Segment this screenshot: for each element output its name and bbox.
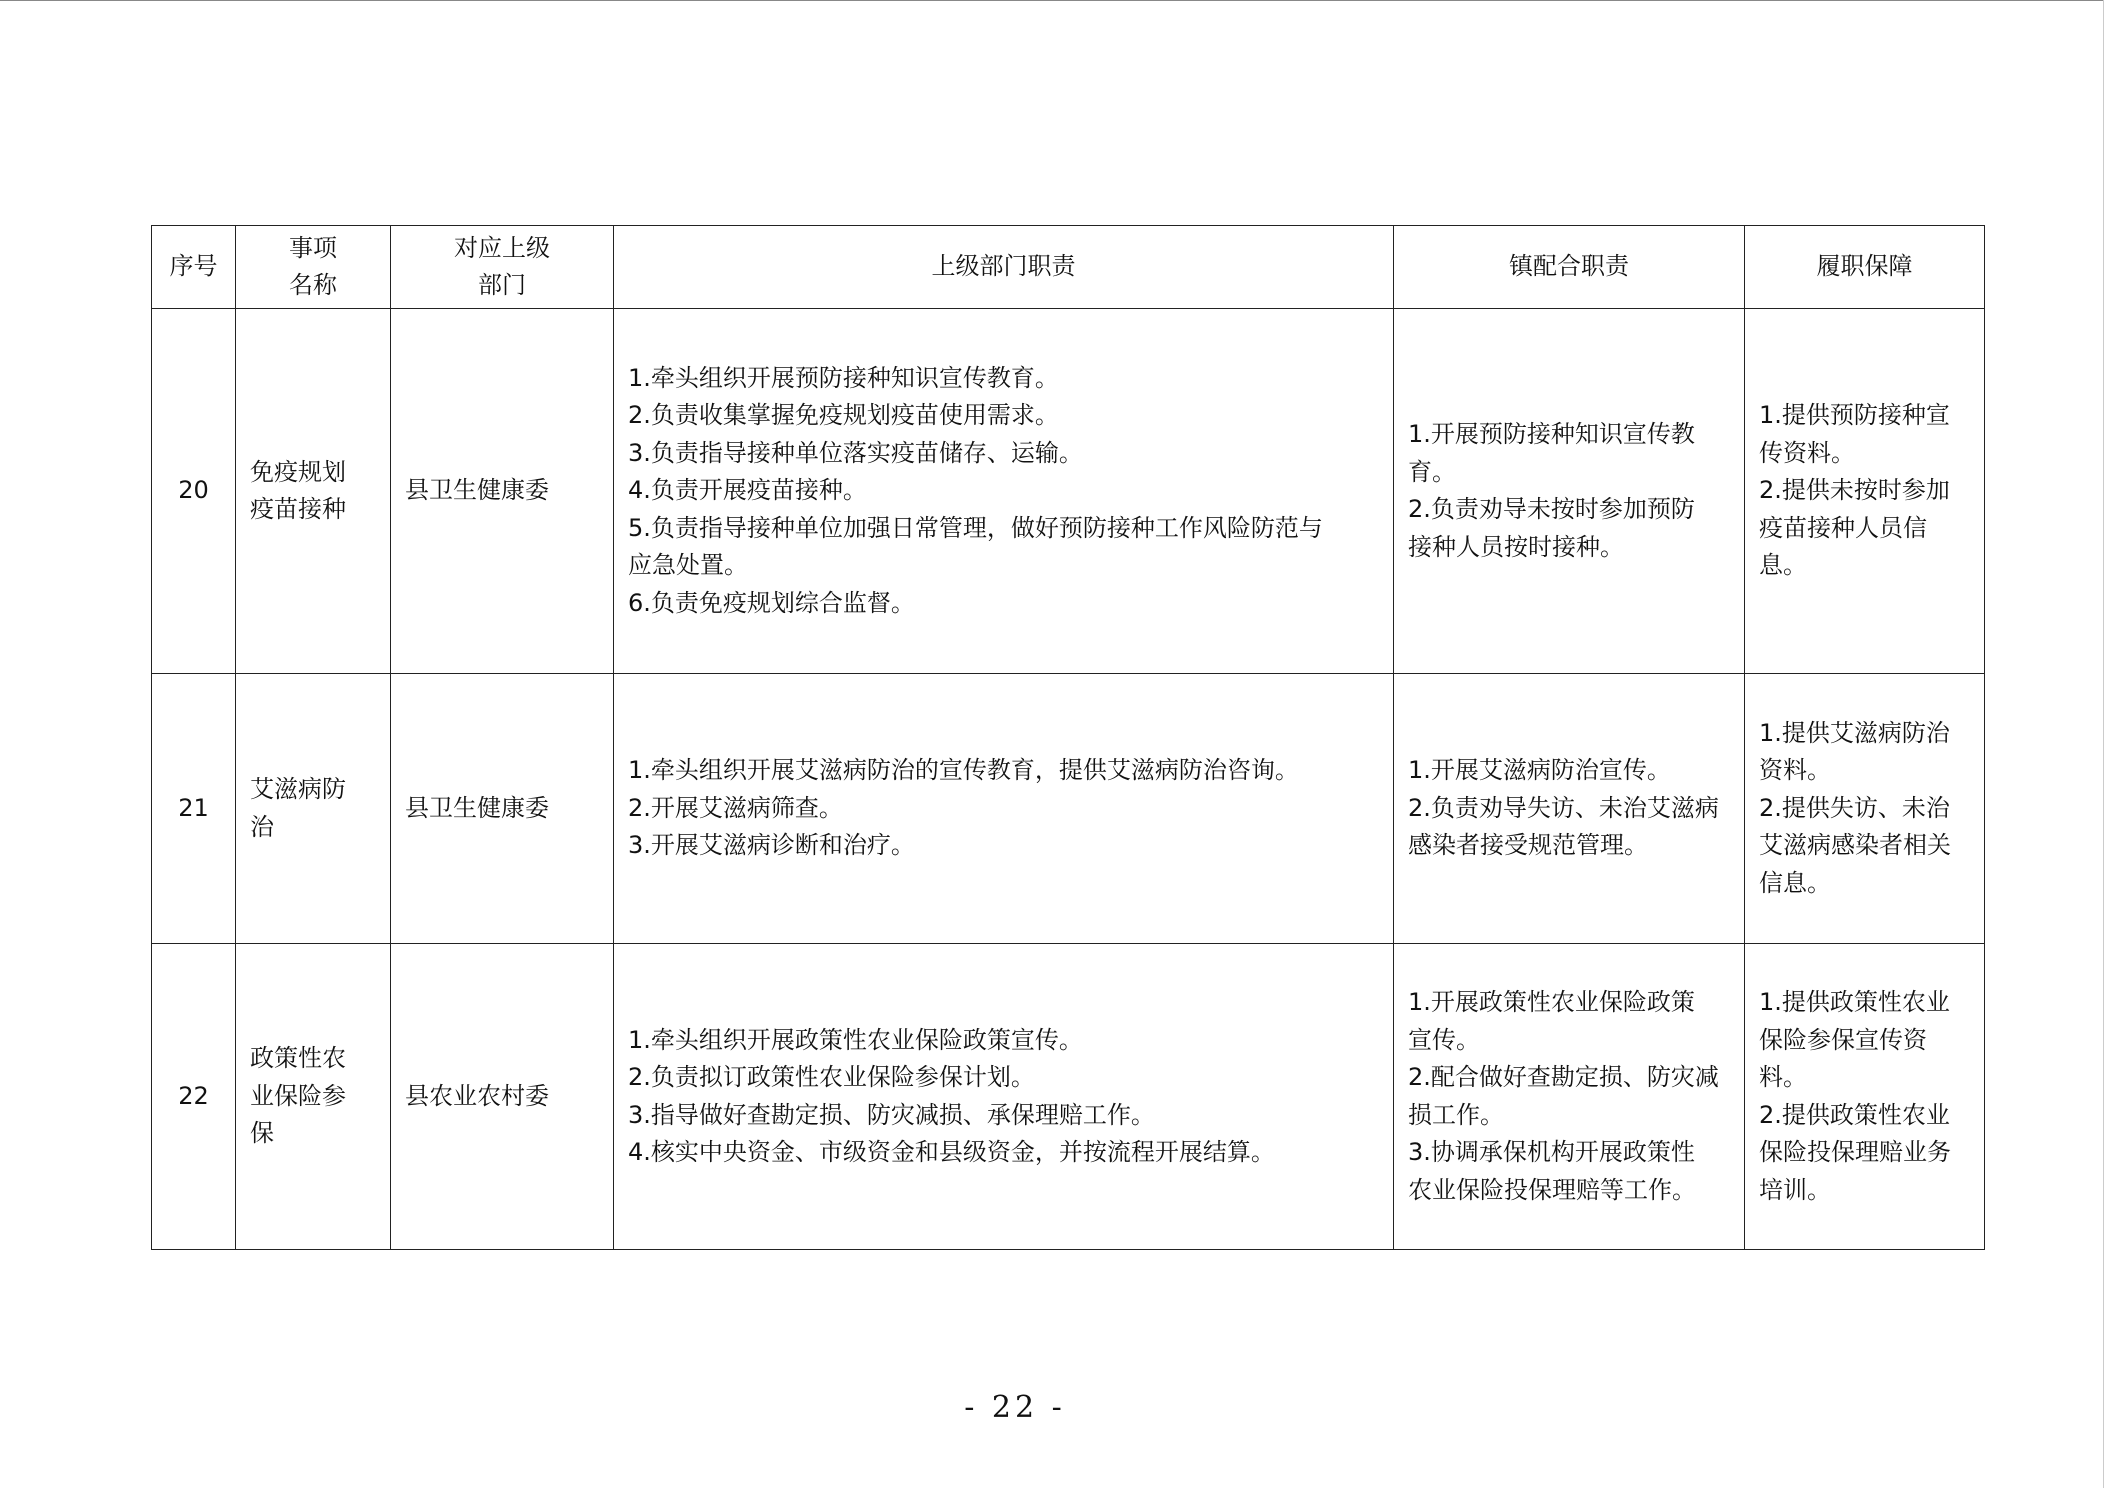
row-upper-duties (614, 944, 1394, 1250)
duty-line: 1.牵头组织开展政策性农业保险政策宣传。 (628, 1025, 1083, 1054)
row-town-duties (1394, 674, 1745, 944)
town-line: 接种人员按时接种。 (1408, 532, 1624, 561)
row-item-name (236, 309, 391, 674)
guarantee-line: 艾滋病感染者相关 (1759, 831, 1951, 860)
header-item-line: 名称 (289, 271, 337, 299)
row-department: 县农业农村委 (391, 944, 614, 1250)
town-line: 农业保险投保理赔等工作。 (1408, 1175, 1696, 1204)
row-town-duties (1394, 309, 1745, 674)
guarantee-line: 息。 (1759, 551, 1807, 580)
table-header-row (152, 226, 1985, 309)
duty-line: 2.开展艾滋病筛查。 (628, 793, 843, 822)
table-row (152, 944, 1985, 1250)
duty-line: 3.开展艾滋病诊断和治疗。 (628, 831, 915, 860)
item-line: 疫苗接种 (250, 495, 346, 523)
item-line: 免疫规划 (250, 457, 346, 486)
guarantee-line: 2.提供失访、未治 (1759, 793, 1950, 822)
duty-line: 3.指导做好查勘定损、防灾减损、承保理赔工作。 (628, 1100, 1155, 1129)
row-department: 县卫生健康委 (391, 309, 614, 674)
town-line: 3.协调承保机构开展政策性 (1408, 1138, 1695, 1166)
duty-line: 应急处置。 (628, 551, 748, 580)
page-border-top (0, 0, 2104, 1)
row-town-duties (1394, 944, 1745, 1250)
row-seq: 22 (152, 944, 236, 1250)
duty-line: 6.负责免疫规划综合监督。 (628, 588, 915, 617)
guarantee-line: 料。 (1759, 1063, 1807, 1091)
town-line: 1.开展艾滋病防治宣传。 (1408, 756, 1671, 785)
guarantee-line: 保险投保理赔业务 (1759, 1138, 1951, 1166)
duty-line: 1.牵头组织开展艾滋病防治的宣传教育，提供艾滋病防治咨询。 (628, 756, 1299, 785)
row-upper-duties (614, 309, 1394, 674)
guarantee-line: 培训。 (1759, 1175, 1831, 1204)
header-dept-line: 部门 (478, 271, 526, 299)
town-line: 2.负责劝导未按时参加预防 (1408, 495, 1695, 523)
guarantee-line: 2.提供未按时参加 (1759, 476, 1950, 505)
header-upper-department (391, 226, 614, 309)
guarantee-line: 1.提供预防接种宣 (1759, 401, 1950, 430)
row-seq: 20 (152, 309, 236, 674)
page-number: - 22 - (964, 1390, 1066, 1425)
guarantee-line: 1.提供政策性农业 (1759, 988, 1950, 1016)
duty-line: 4.负责开展疫苗接种。 (628, 476, 867, 505)
town-line: 1.开展预防接种知识宣传教 (1408, 420, 1695, 448)
town-line: 宣传。 (1408, 1025, 1480, 1054)
row-item-name (236, 944, 391, 1250)
duty-line: 3.负责指导接种单位落实疫苗储存、运输。 (628, 438, 1083, 467)
row-department: 县卫生健康委 (391, 674, 614, 944)
table-row (152, 674, 1985, 944)
row-seq: 21 (152, 674, 236, 944)
header-item-line: 事项 (289, 233, 337, 262)
header-item-name (236, 226, 391, 309)
item-line: 保 (250, 1119, 274, 1148)
header-seq: 序号 (152, 226, 236, 309)
row-guarantee (1745, 674, 1985, 944)
header-town-duties: 镇配合职责 (1394, 226, 1745, 309)
town-line: 1.开展政策性农业保险政策 (1408, 988, 1695, 1016)
guarantee-line: 资料。 (1759, 756, 1831, 785)
item-line: 政策性农 (250, 1044, 346, 1073)
row-guarantee (1745, 309, 1985, 674)
duty-line: 4.核实中央资金、市级资金和县级资金，并按流程开展结算。 (628, 1138, 1275, 1166)
duty-line: 2.负责收集掌握免疫规划疫苗使用需求。 (628, 401, 1059, 430)
guarantee-line: 1.提供艾滋病防治 (1759, 718, 1950, 747)
item-line: 业保险参 (250, 1081, 346, 1110)
guarantee-line: 保险参保宣传资 (1759, 1025, 1927, 1054)
duty-line: 1.牵头组织开展预防接种知识宣传教育。 (628, 363, 1059, 392)
guarantee-line: 信息。 (1759, 868, 1831, 897)
item-line: 艾滋病防 (250, 775, 346, 803)
town-line: 2.负责劝导失访、未治艾滋病 (1408, 793, 1719, 822)
guarantee-line: 传资料。 (1759, 438, 1855, 467)
duty-table (151, 225, 1985, 1250)
table-row (152, 309, 1985, 674)
item-line: 治 (250, 812, 274, 841)
town-line: 损工作。 (1408, 1100, 1504, 1129)
guarantee-line: 疫苗接种人员信 (1759, 513, 1927, 542)
town-line: 2.配合做好查勘定损、防灾减 (1408, 1063, 1719, 1091)
header-guarantee: 履职保障 (1745, 226, 1985, 309)
town-line: 育。 (1408, 457, 1456, 486)
row-guarantee (1745, 944, 1985, 1250)
town-line: 感染者接受规范管理。 (1408, 831, 1648, 860)
header-dept-line: 对应上级 (454, 233, 550, 262)
guarantee-line: 2.提供政策性农业 (1759, 1100, 1950, 1129)
header-upper-duties: 上级部门职责 (614, 226, 1394, 309)
duty-line: 5.负责指导接种单位加强日常管理，做好预防接种工作风险防范与 (628, 513, 1323, 542)
duty-line: 2.负责拟订政策性农业保险参保计划。 (628, 1063, 1035, 1091)
row-item-name (236, 674, 391, 944)
row-upper-duties (614, 674, 1394, 944)
